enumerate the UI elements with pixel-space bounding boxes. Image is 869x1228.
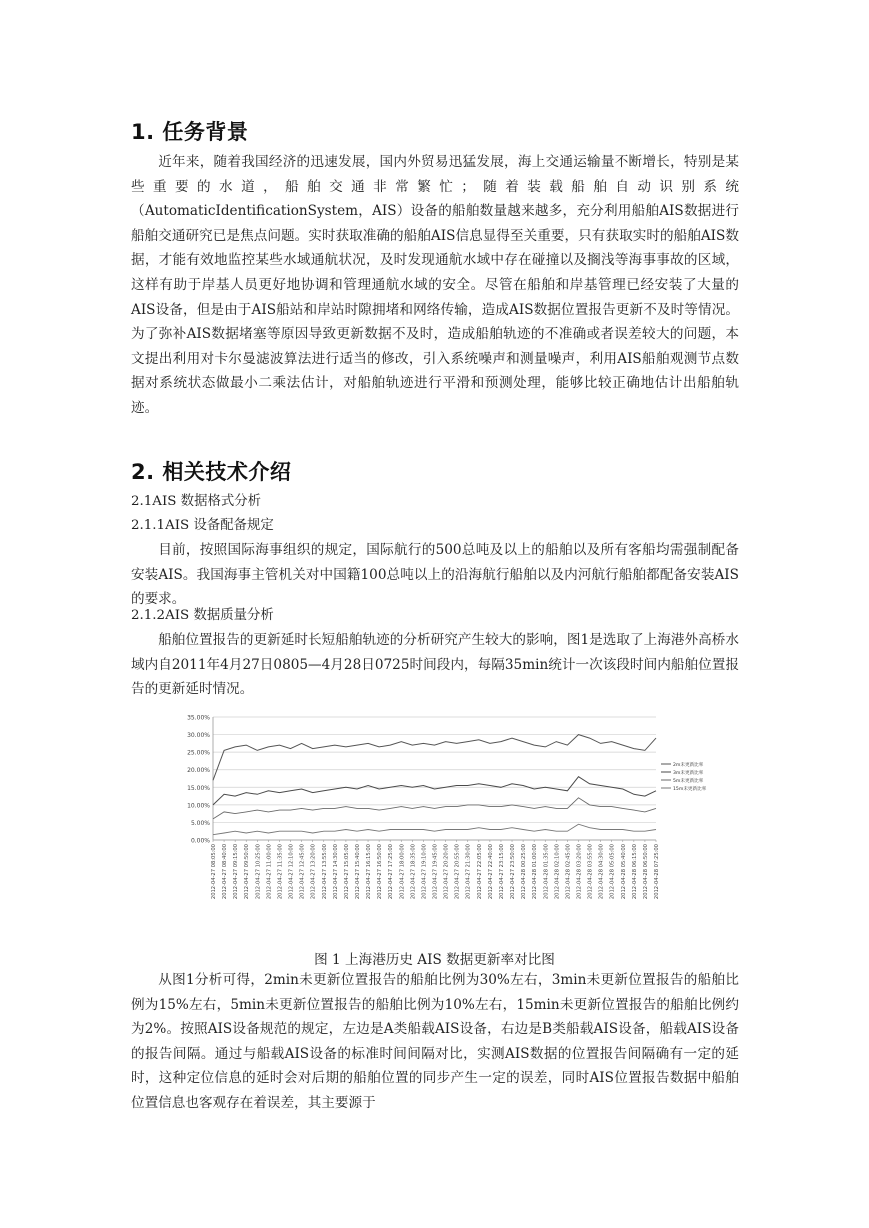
x-tick-label: 2012-04-27 09:15:00 (233, 844, 240, 900)
x-tick-label: 2012-04-27 10:25:00 (255, 844, 262, 900)
subsection-2-1-2-heading: 2.1.2AIS 数据质量分析 (131, 608, 274, 623)
y-tick-label: 0.00% (190, 837, 210, 845)
x-tick-label: 2012-04-27 11:00:00 (266, 844, 273, 900)
x-tick-label: 2012-04-27 16:50:00 (377, 844, 384, 900)
x-tick-label: 2012-04-27 23:50:00 (510, 844, 517, 900)
section-1-paragraph: 近年来，随着我国经济的迅速发展，国内外贸易迅猛发展，海上交通运输量不断增长，特别是某些重要的水道，船舶交通非常繁忙；随着装载船舶自动识别系统（AutomaticIdentificationSystem，AIS）设备的船舶数量越来越多，充分利用船舶AIS数据进行船舶交通研究已是焦点问题。实时获取准确的船舶AIS信息显得至关重要，只有获取实时的船舶AIS数据，才能有效地监控某些水域通航状况，及时发现通航水域中存在碰撞以及搁浅等海事事故的区域，这样有助于岸基人员更好地协调和管理通航水域的安全。尽管在船舶和岸基管理已经安装了大量的AIS设备，但是由于AIS船站和岸站时隙拥堵和网络传输，造成AIS数据位置报告更新不及时等情况。为了弥补AIS数据堵塞等原因导致更新数据不及时，造成船舶轨迹的不准确或者误差较大的问题，本文提出利用对卡尔曼滤波算法进行适当的修改，引入系统噪声和测量噪声，利用AIS船舶观测节点数据对系统状态做最小二乘法估计，对船舶轨迹进行平滑和预测处理，能够比较正确地估计出船舶轨迹。 (131, 154, 739, 416)
x-tick-label: 2012-04-27 20:55:00 (454, 844, 461, 900)
x-tick-label: 2012-04-28 06:50:00 (642, 844, 649, 900)
ais-update-rate-chart (183, 709, 707, 935)
x-tick-label: 2012-04-27 09:50:00 (244, 844, 251, 900)
y-tick-label: 30.00% (187, 732, 210, 740)
x-tick-label: 2012-04-27 19:10:00 (421, 844, 428, 900)
x-tick-label: 2012-04-27 20:20:00 (443, 844, 450, 900)
figure-1-caption: 图 1 上海港历史 AIS 数据更新率对比图 (314, 952, 555, 968)
x-tick-label: 2012-04-28 00:25:00 (521, 844, 528, 900)
x-tick-label: 2012-04-28 02:45:00 (565, 844, 572, 900)
legend-label: 5m未更新比率 (673, 779, 704, 784)
section-1-heading: 1. 任务背景 (131, 120, 249, 144)
series-line (213, 798, 656, 819)
x-tick-label: 2012-04-27 16:15:00 (366, 844, 373, 900)
legend-label: 15m未更新比率 (673, 787, 707, 792)
subsection-2-1-2-paragraph: 船舶位置报告的更新延时长短船舶轨迹的分析研究产生较大的影响，图1是选取了上海港外高桥水域内自2011年4月27日0805—4月28日0725时间段内，每隔35min统计一次该段时间内船舶位置报告的更新延时情况。 (131, 632, 739, 698)
x-tick-label: 2012-04-28 01:00:00 (532, 844, 539, 900)
x-tick-label: 2012-04-28 05:40:00 (620, 844, 627, 900)
y-tick-label: 5.00% (190, 819, 210, 827)
x-tick-label: 2012-04-27 21:30:00 (465, 844, 472, 900)
y-tick-label: 15.00% (187, 784, 210, 792)
x-tick-label: 2012-04-27 17:25:00 (388, 844, 395, 900)
x-tick-label: 2012-04-28 05:05:00 (609, 844, 616, 900)
x-tick-label: 2012-04-27 11:35:00 (277, 844, 284, 900)
x-tick-label: 2012-04-27 15:05:00 (343, 844, 350, 900)
x-tick-label: 2012-04-27 15:40:00 (354, 844, 361, 900)
series-line (213, 777, 656, 805)
x-tick-label: 2012-04-28 03:20:00 (576, 844, 583, 900)
x-tick-label: 2012-04-27 22:05:00 (476, 844, 483, 900)
figure-1-analysis-paragraph: 从图1分析可得，2min未更新位置报告的船舶比例为30%左右，3min未更新位置报告的船舶比例为15%左右，5min未更新位置报告的船舶比例为10%左右，15min未更新位置报告的船舶比例约为2%。按照AIS设备规范的规定，左边是A类船载AIS设备，右边是B类船载AIS设备，船载AIS设备的报告间隔。通过与船载AIS设备的标准时间间隔对比，实测AIS数据的位置报告间隔确有一定的延时，这种定位信息的延时会对后期的船舶位置的同步产生一定的误差，同时AIS位置报告数据中船舶位置信息也客观存在着误差，其主要源于 (131, 972, 739, 1111)
legend-label: 3m未更新比率 (673, 771, 704, 776)
subsection-2-1-heading: 2.1AIS 数据格式分析 (131, 494, 262, 509)
y-tick-label: 20.00% (187, 767, 210, 775)
x-tick-label: 2012-04-27 19:45:00 (432, 844, 439, 900)
y-tick-label: 35.00% (187, 714, 210, 722)
series-line (213, 735, 656, 781)
x-tick-label: 2012-04-27 14:30:00 (332, 844, 339, 900)
section-2-heading: 2. 相关技术介绍 (131, 460, 292, 484)
x-tick-label: 2012-04-27 08:05:00 (211, 844, 217, 900)
x-tick-label: 2012-04-27 13:20:00 (310, 844, 317, 900)
x-tick-label: 2012-04-28 04:30:00 (598, 844, 605, 900)
x-tick-label: 2012-04-28 02:10:00 (554, 844, 561, 900)
x-tick-label: 2012-04-27 13:55:00 (321, 844, 328, 900)
x-tick-label: 2012-04-28 06:15:00 (631, 844, 638, 900)
x-tick-label: 2012-04-27 08:40:00 (222, 844, 229, 900)
x-tick-label: 2012-04-28 03:55:00 (587, 844, 594, 900)
y-tick-label: 25.00% (187, 749, 210, 757)
x-tick-label: 2012-04-27 22:40:00 (487, 844, 494, 900)
subsection-2-1-1-paragraph: 目前，按照国际海事组织的规定，国际航行的500总吨及以上的船舶以及所有客船均需强制配备安装AIS。我国海事主管机关对中国籍100总吨以上的沿海航行船舶以及内河航行船舶都配备安装AIS的要求。 (131, 542, 739, 608)
x-tick-label: 2012-04-27 12:10:00 (288, 844, 295, 900)
x-tick-label: 2012-04-28 01:35:00 (543, 844, 550, 900)
x-tick-label: 2012-04-27 18:00:00 (399, 844, 406, 900)
x-tick-label: 2012-04-27 23:15:00 (498, 844, 505, 900)
series-line (213, 824, 656, 835)
x-tick-label: 2012-04-27 18:35:00 (410, 844, 417, 900)
y-tick-label: 10.00% (187, 802, 210, 810)
legend-label: 2m未更新比率 (673, 763, 704, 768)
x-tick-label: 2012-04-28 07:25:00 (654, 844, 660, 900)
x-tick-label: 2012-04-27 12:45:00 (299, 844, 306, 900)
subsection-2-1-1-heading: 2.1.1AIS 设备配备规定 (131, 518, 274, 533)
